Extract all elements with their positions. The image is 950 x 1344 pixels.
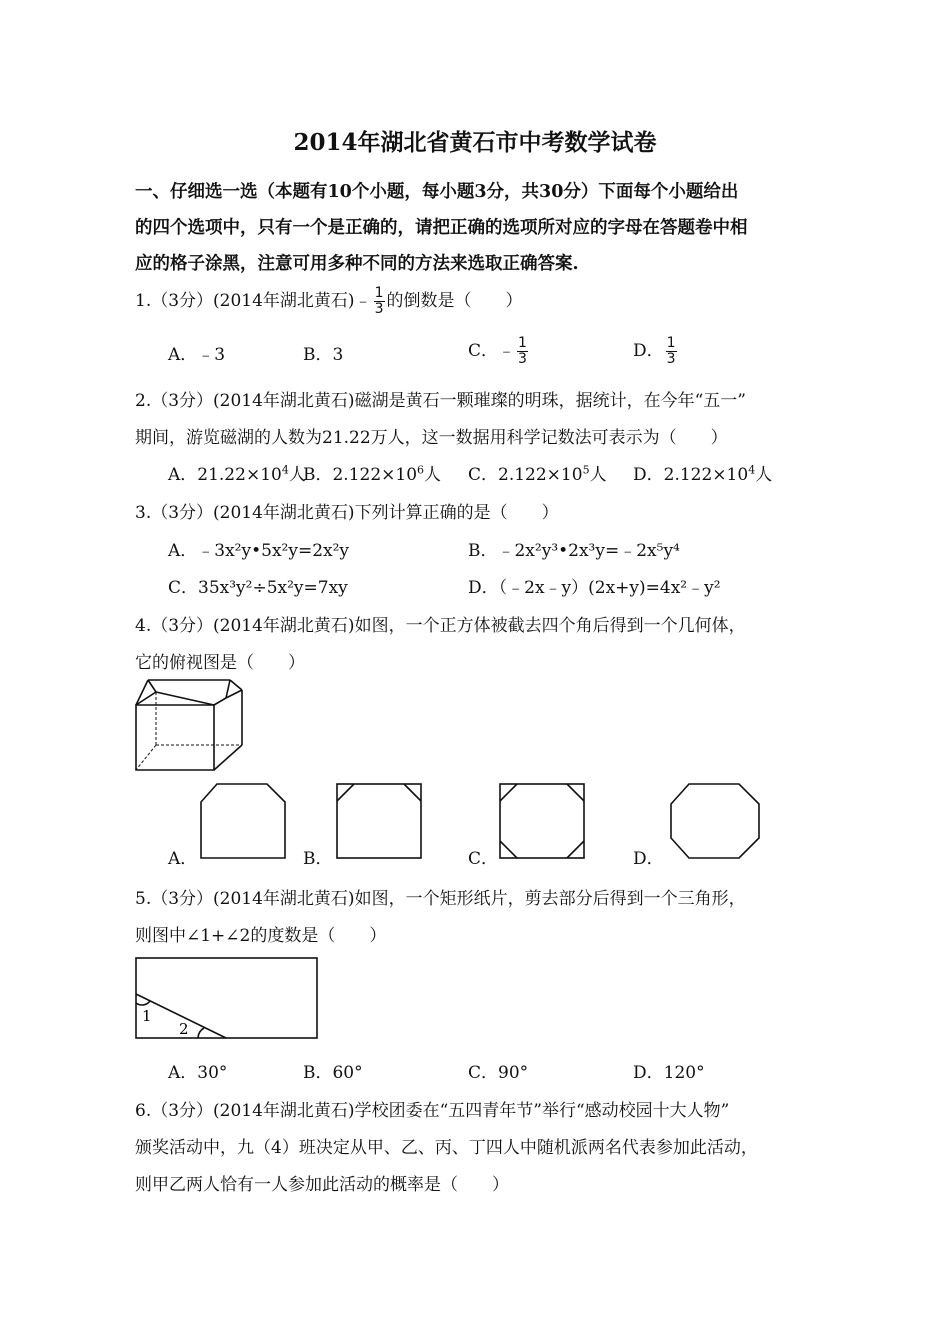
q4-option-c-label[interactable]: C． <box>468 849 499 869</box>
question-6-line2: 颁奖活动中，九（4）班决定从甲、乙、丙、丁四人中随机派两名代表参加此活动， <box>135 1138 758 1158</box>
section-instructions-line3: 应的格子涂黑，注意可用多种不同的方法来选取正确答案. <box>135 254 579 274</box>
q4-option-c-figure[interactable] <box>497 782 587 860</box>
fraction: $\frac{1}{3}$ <box>518 335 527 367</box>
q3-option-a[interactable]: A．﹣3x²y•5x²y=2x²y <box>168 541 350 561</box>
q1-option-a[interactable]: A．﹣3 <box>168 345 226 365</box>
q4-option-b-figure[interactable] <box>334 782 424 860</box>
q2-option-a[interactable]: A．$21.22\times 10^4$人 <box>168 463 306 485</box>
question-2-line1: 2.（3分）(2014年湖北黄石)磁湖是黄石一颗璀璨的明珠，据统计，在今年“五一” <box>135 391 746 411</box>
q4-option-d-figure[interactable] <box>668 782 762 860</box>
q2-option-c[interactable]: C．$2.122\times 10^5$人 <box>468 463 607 485</box>
truncated-cube-figure <box>134 678 246 774</box>
section-instructions-line1: 一、仔细选一选（本题有10个小题，每小题3分，共30分）下面每个小题给出 <box>135 182 739 202</box>
fraction: $\frac{1}{3}$ <box>666 335 676 367</box>
question-5-line1: 5.（3分）(2014年湖北黄石)如图，一个矩形纸片，剪去部分后得到一个三角形， <box>135 889 746 909</box>
question-3-stem: 3.（3分）(2014年湖北黄石)下列计算正确的是（ ） <box>135 503 559 523</box>
q5-option-d[interactable]: D．120° <box>633 1063 705 1083</box>
page-title: 2014年湖北省黄石市中考数学试卷 <box>293 129 657 156</box>
q2-option-d[interactable]: D．$2.122\times 10^4$人 <box>633 463 773 485</box>
question-5-line2: 则图中∠1+∠2的度数是（ ） <box>135 926 387 946</box>
q4-option-a-figure[interactable] <box>198 782 288 860</box>
rectangle-paper-figure <box>134 956 320 1040</box>
angle-1-label: 1 <box>142 1007 152 1025</box>
q3-option-d[interactable]: D．（﹣2x﹣y）(2x+y)=4x²﹣y² <box>468 578 721 598</box>
q3-option-b[interactable]: B．﹣2x²y³•2x³y=﹣2x⁵y⁴ <box>468 541 680 561</box>
q1-option-d[interactable]: D． $\frac{1}{3}$ <box>633 335 676 367</box>
q5-option-b[interactable]: B．60° <box>303 1063 363 1083</box>
question-6-line1: 6.（3分）(2014年湖北黄石)学校团委在“五四青年节”举行“感动校园十大人物” <box>135 1101 730 1121</box>
question-4-line1: 4.（3分）(2014年湖北黄石)如图，一个正方体被截去四个角后得到一个几何体， <box>135 616 746 636</box>
q5-option-a[interactable]: A．30° <box>168 1063 228 1083</box>
q3-option-c[interactable]: C．35x³y²÷5x²y=7xy <box>168 578 348 598</box>
question-2-line2: 期间，游览磁湖的人数为21.22万人，这一数据用科学记数法可表示为（ ） <box>135 428 728 448</box>
q1-option-c[interactable]: C．﹣ $\frac{1}{3}$ <box>468 335 527 367</box>
q1-option-b[interactable]: B．3 <box>303 345 344 365</box>
section-instructions-line2: 的四个选项中，只有一个是正确的，请把正确的选项所对应的字母在答题卷中相 <box>135 218 748 238</box>
q5-option-c[interactable]: C．90° <box>468 1063 529 1083</box>
q4-option-d-label[interactable]: D． <box>633 849 664 869</box>
q4-option-a-label[interactable]: A． <box>168 849 198 869</box>
question-6-line3: 则甲乙两人恰有一人参加此活动的概率是（ ） <box>135 1175 509 1195</box>
question-1-stem: 1.（3分）(2014年湖北黄石)﹣ $\frac{1}{3}$ 的倒数是（ ） <box>135 285 523 317</box>
q4-option-b-label[interactable]: B． <box>303 849 333 869</box>
q2-option-b[interactable]: B．$2.122\times 10^6$人 <box>303 463 442 485</box>
angle-2-label: 2 <box>179 1020 189 1038</box>
fraction: $\frac{1}{3}$ <box>374 285 384 317</box>
question-4-line2: 它的俯视图是（ ） <box>135 653 305 673</box>
